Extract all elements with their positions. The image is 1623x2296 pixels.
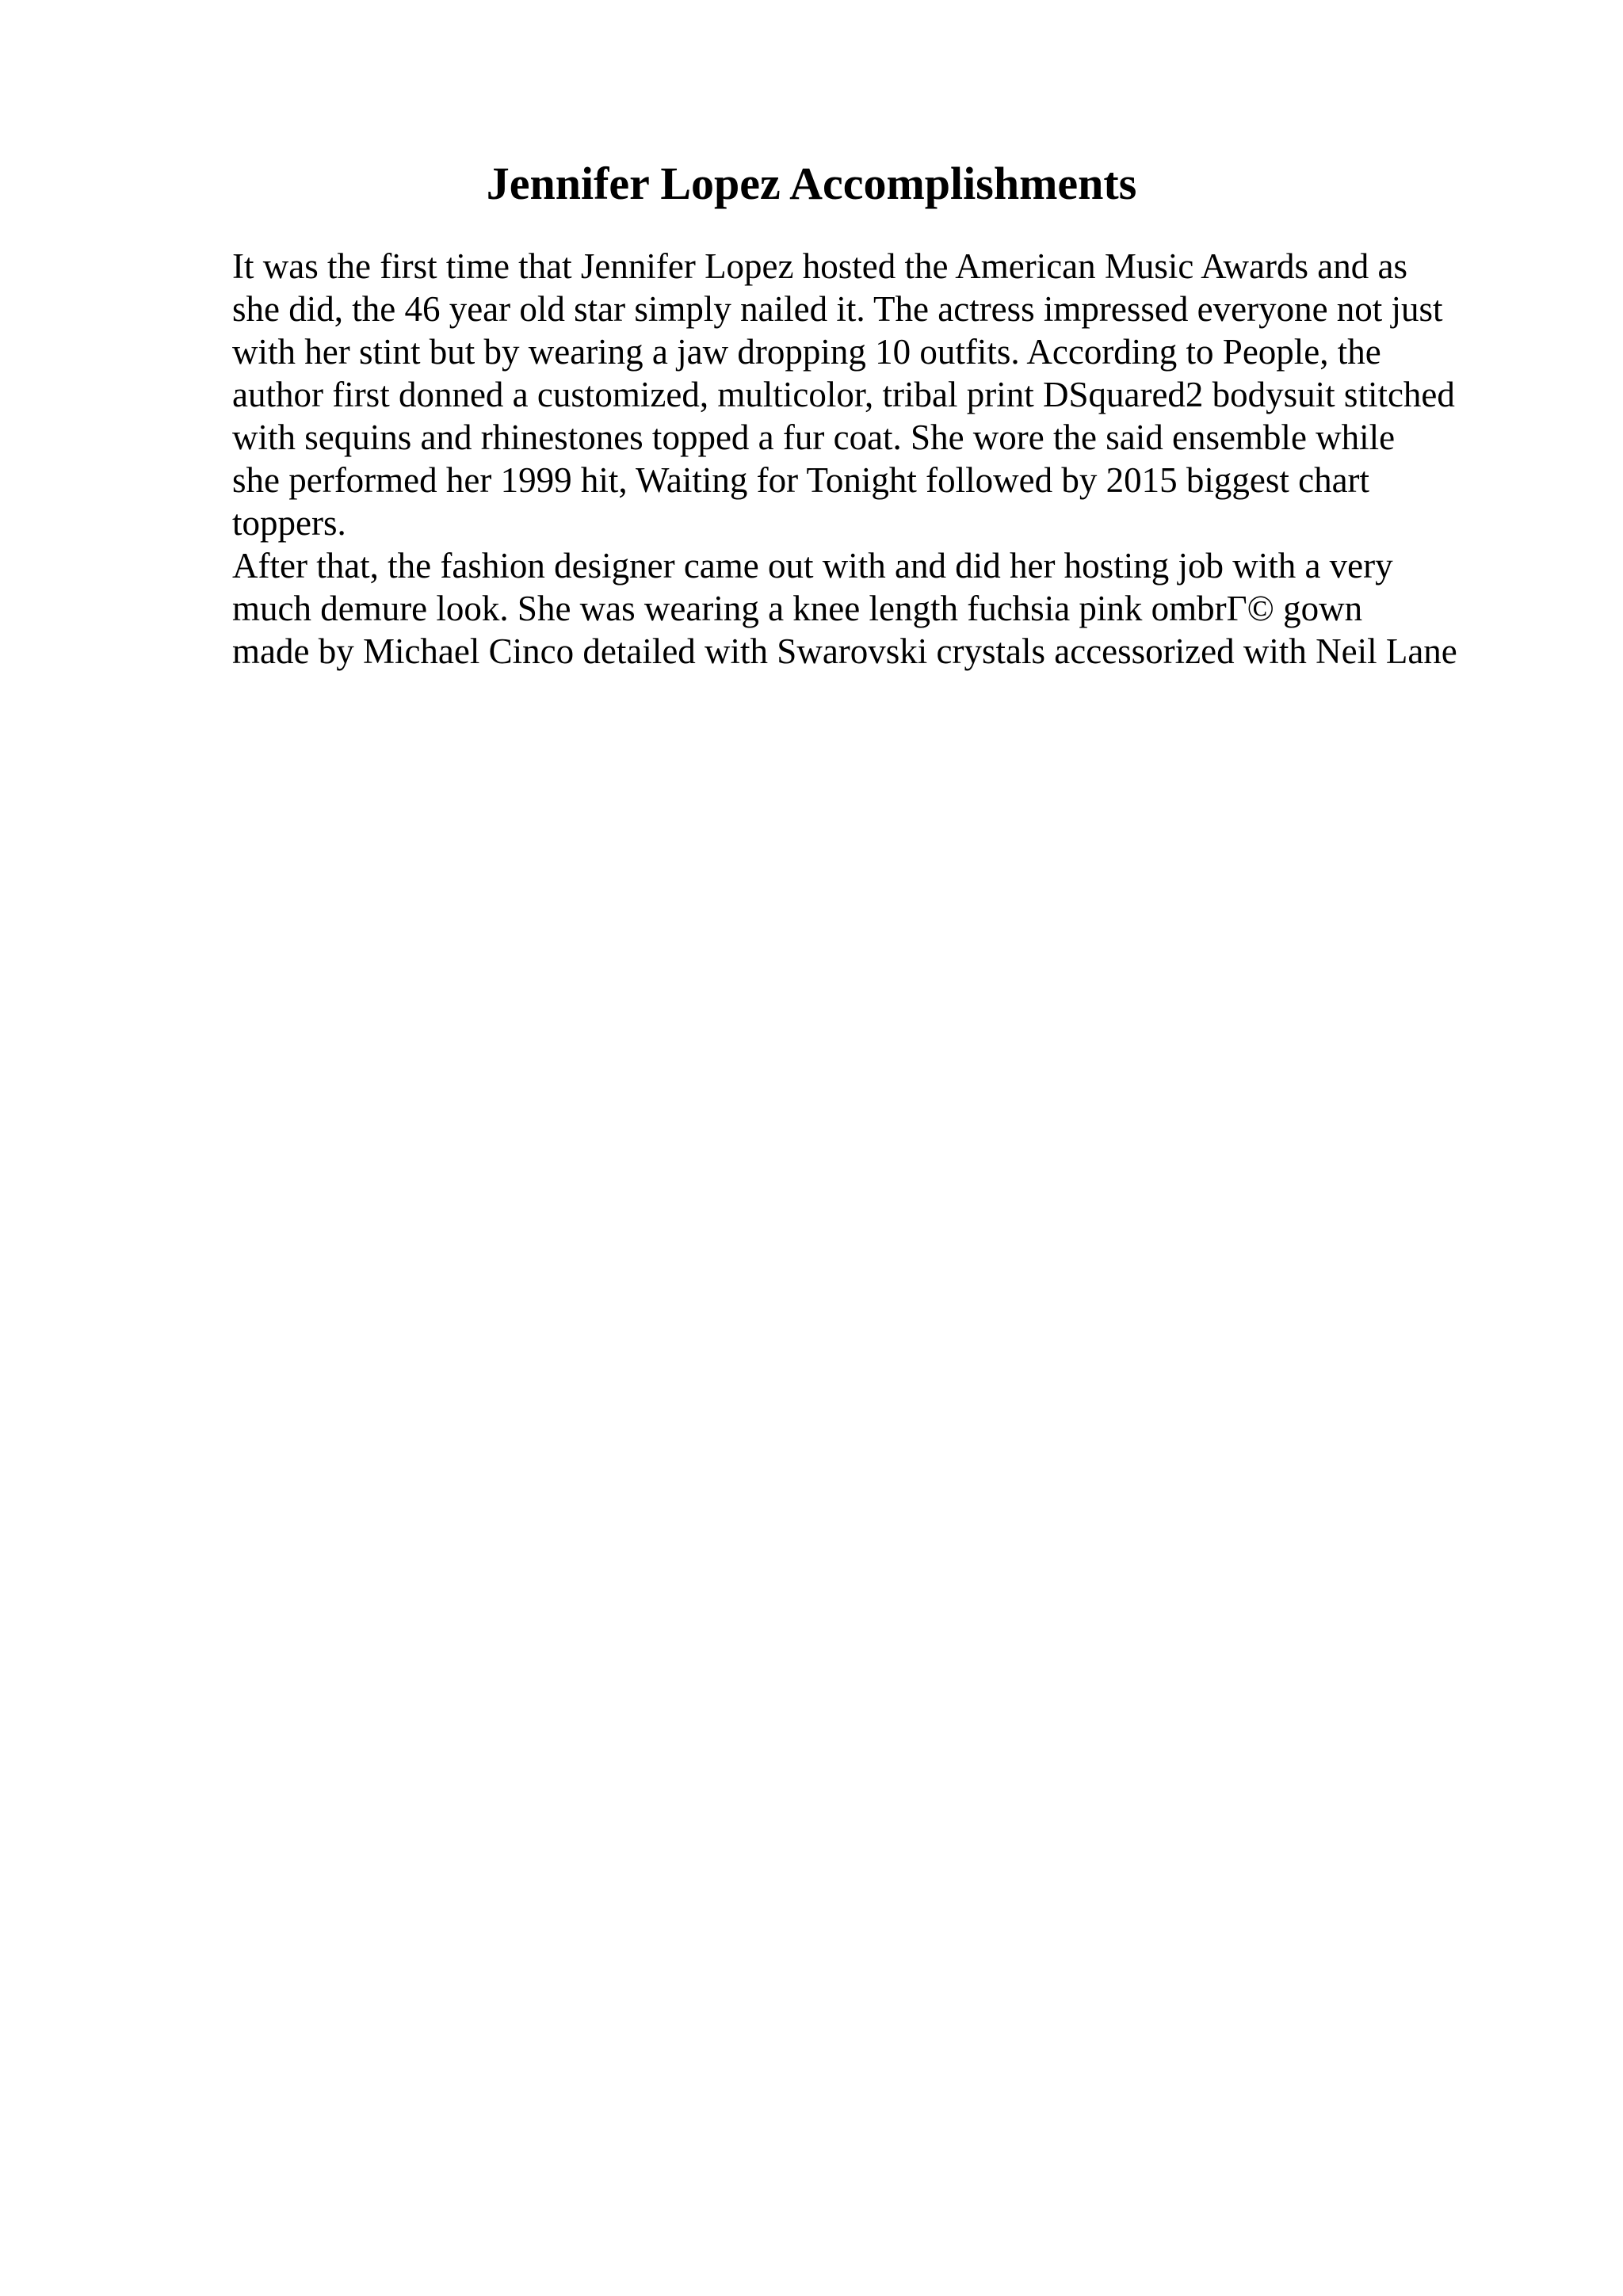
- body-line: she performed her 1999 hit, Waiting for Tonight followed by 2015 biggest chart: [232, 460, 1370, 500]
- body-line: made by Michael Cinco detailed with Swarovski crystals accessorized with Neil Lane: [232, 631, 1457, 671]
- body-line: much demure look. She was wearing a knee length fuchsia pink ombrΓ© gown: [232, 589, 1363, 628]
- document-body: [232, 245, 1516, 673]
- body-line: she did, the 46 year old star simply nailed it. The actress impressed everyone not just: [232, 289, 1443, 329]
- body-line: It was the first time that Jennifer Lopez hosted the American Music Awards and as: [232, 246, 1407, 286]
- body-line: After that, the fashion designer came out with and did her hosting job with a very: [232, 546, 1393, 585]
- body-line: author first donned a customized, multicolor, tribal print DSquared2 bodysuit stitched: [232, 375, 1455, 414]
- body-line: toppers.: [232, 503, 346, 543]
- document-title: Jennifer Lopez Accomplishments: [486, 158, 1137, 209]
- body-line: with her stint but by wearing a jaw dropping 10 outfits. According to People, the: [232, 332, 1381, 372]
- body-line: with sequins and rhinestones topped a fur coat. She wore the said ensemble while: [232, 418, 1396, 457]
